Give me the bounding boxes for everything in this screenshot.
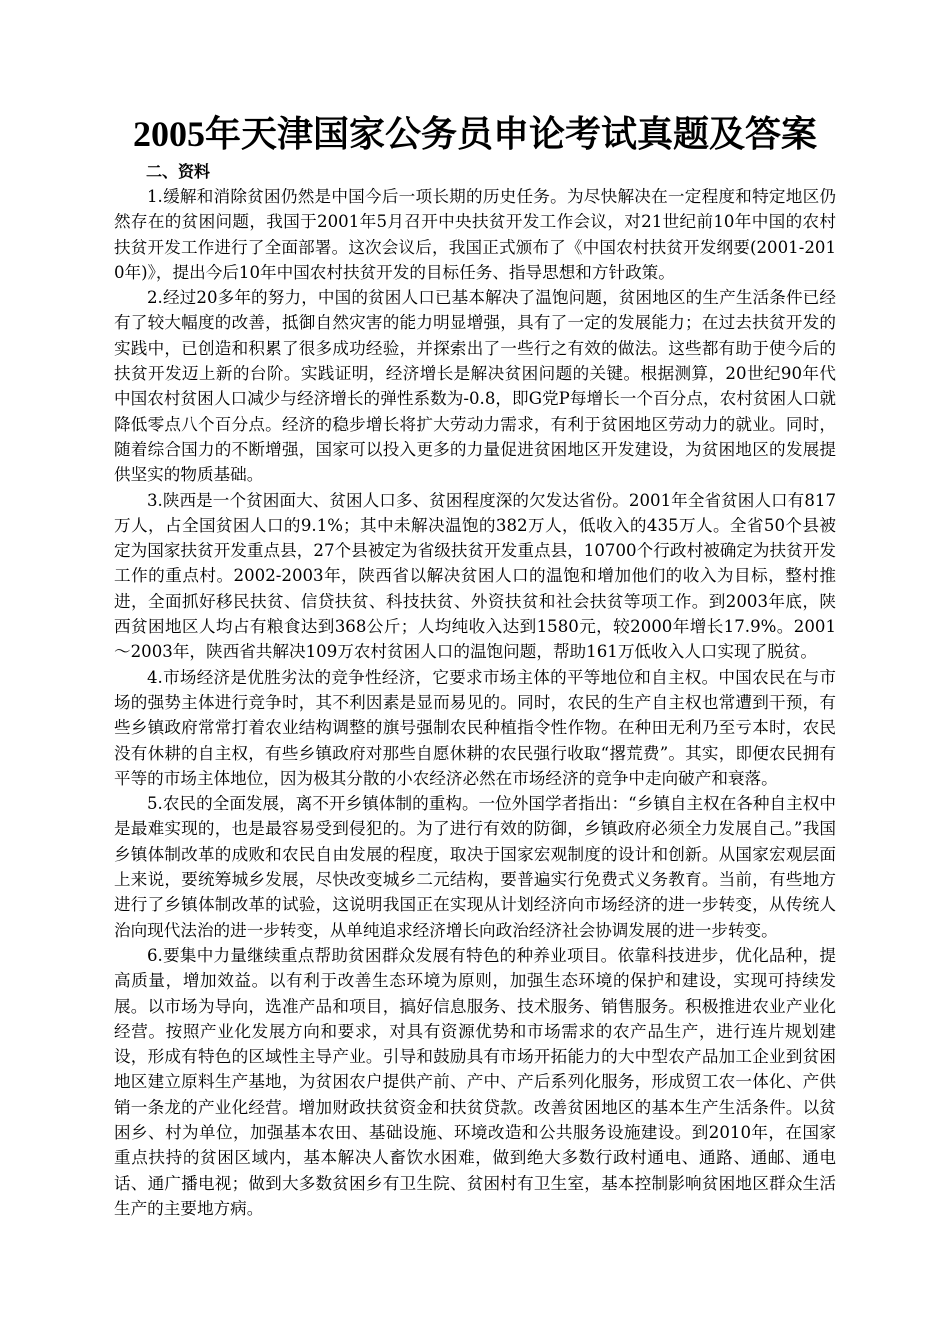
paragraph-1: 1.缓解和消除贫困仍然是中国今后一项长期的历史任务。为尽快解决在一定程度和特定地区仍然存在的贫困问题，我国于2001年5月召开中央扶贫开发工作会议，对21世纪前10年中国的农村扶贫开发工作进行了全面部署。这次会议后，我国正式颁布了《中国农村扶贫开发纲要(2001-2010年)》，提出今后10年中国农村扶贫开发的目标任务、指导思想和方针政策。 — [114, 187, 836, 282]
paragraph-2: 2.经过20多年的努力，中国的贫困人口已基本解决了温饱问题，贫困地区的生产生活条件已经有了较大幅度的改善，抵御自然灾害的能力明显增强，具有了一定的发展能力；在过去扶贫开发的实践中，已创造和积累了很多成功经验，并探索出了一些行之有效的做法。这些都有助于使今后的扶贫开发迈上新的台阶。实践证明，经济增长是解决贫困问题的关键。根据测算，20世纪90年代中国农村贫困人口减少与经济增长的弹性系数为-0.8，即G党P每增长一个百分点，农村贫困人口就降低零点八个百分点。经济的稳步增长将扩大劳动力需求，有利于贫困地区劳动力的就业。同时，随着综合国力的不断增强，国家可以投入更多的力量促进贫困地区开发建设，为贫困地区的发展提供坚实的物质基础。 — [114, 288, 836, 485]
paragraph-3: 3.陕西是一个贫困面大、贫困人口多、贫困程度深的欠发达省份。2001年全省贫困人口有817万人，占全国贫困人口的9.1%；其中未解决温饱的382万人，低收入的435万人。全省50个县被定为国家扶贫开发重点县，27个县被定为省级扶贫开发重点县，10700个行政村被确定为扶贫开发工作的重点村。2002-2003年，陕西省以解决贫困人口的温饱和增加他们的收入为目标，整村推进，全面抓好移民扶贫、信贷扶贫、科技扶贫、外资扶贫和社会扶贫等项工作。到2003年底，陕西贫困地区人均占有粮食达到368公斤；人均纯收入达到1580元，较2000年增长17.9%。2001～2003年，陕西省共解决109万农村贫困人口的温饱问题，帮助161万低收入人口实现了脱贫。 — [114, 490, 836, 662]
document-page — [114, 112, 836, 1221]
paragraph-5: 5.农民的全面发展，离不开乡镇体制的重构。一位外国学者指出：“乡镇自主权在各种自主权中是最难实现的，也是最容易受到侵犯的。为了进行有效的防御，乡镇政府必须全力发展自己。”我国乡镇体制改革的成败和农民自由发展的程度，取决于国家宏观制度的设计和创新。从国家宏观层面上来说，要统筹城乡发展，尽快改变城乡二元结构，要普遍实行免费式义务教育。当前，有些地方进行了乡镇体制改革的试验，这说明我国正在实现从计划经济向市场经济的进一步转变，从传统人治向现代法治的进一步转变，从单纯追求经济增长向政治经济社会协调发展的进一步转变。 — [114, 794, 836, 940]
paragraph-6: 6.要集中力量继续重点帮助贫困群众发展有特色的种养业项目。依靠科技进步，优化品种，提高质量，增加效益。以有利于改善生态环境为原则，加强生态环境的保护和建设，实现可持续发展。以市场为导向，选准产品和项目，搞好信息服务、技术服务、销售服务。积极推进农业产业化经营。按照产业化发展方向和要求，对具有资源优势和市场需求的农产品生产，进行连片规划建设，形成有特色的区域性主导产业。引导和鼓励具有市场开拓能力的大中型农产品加工企业到贫困地区建立原料生产基地，为贫困农户提供产前、产中、产后系列化服务，形成贸工农一体化、产供销一条龙的产业化经营。增加财政扶贫资金和扶贫贷款。改善贫困地区的基本生产生活条件。以贫困乡、村为单位，加强基本农田、基础设施、环境改造和公共服务设施建设。到2010年，在国家重点扶持的贫困区域内，基本解决人畜饮水困难，做到绝大多数行政村通电、通路、通邮、通电话、通广播电视；做到大多数贫困乡有卫生院、贫困村有卫生室，基本控制影响贫困地区群众生活生产的主要地方病。 — [114, 945, 836, 1218]
paragraph-4: 4.市场经济是优胜劣汰的竞争性经济，它要求市场主体的平等地位和自主权。中国农民在与市场的强势主体进行竞争时，其不利因素是显而易见的。同时，农民的生产自主权也常遭到干预，有些乡镇政府常常打着农业结构调整的旗号强制农民种植指令性作物。在种田无利乃至亏本时，农民没有休耕的自主权，有些乡镇政府对那些自愿休耕的农民强行收取“撂荒费”。其实，即便农民拥有平等的市场主体地位，因为极其分散的小农经济必然在市场经济的竞争中走向破产和衰落。 — [114, 667, 836, 788]
section-heading: 二、资料 — [146, 162, 211, 181]
document-title: 2005年天津国家公务员申论考试真题及答案 — [132, 114, 817, 154]
